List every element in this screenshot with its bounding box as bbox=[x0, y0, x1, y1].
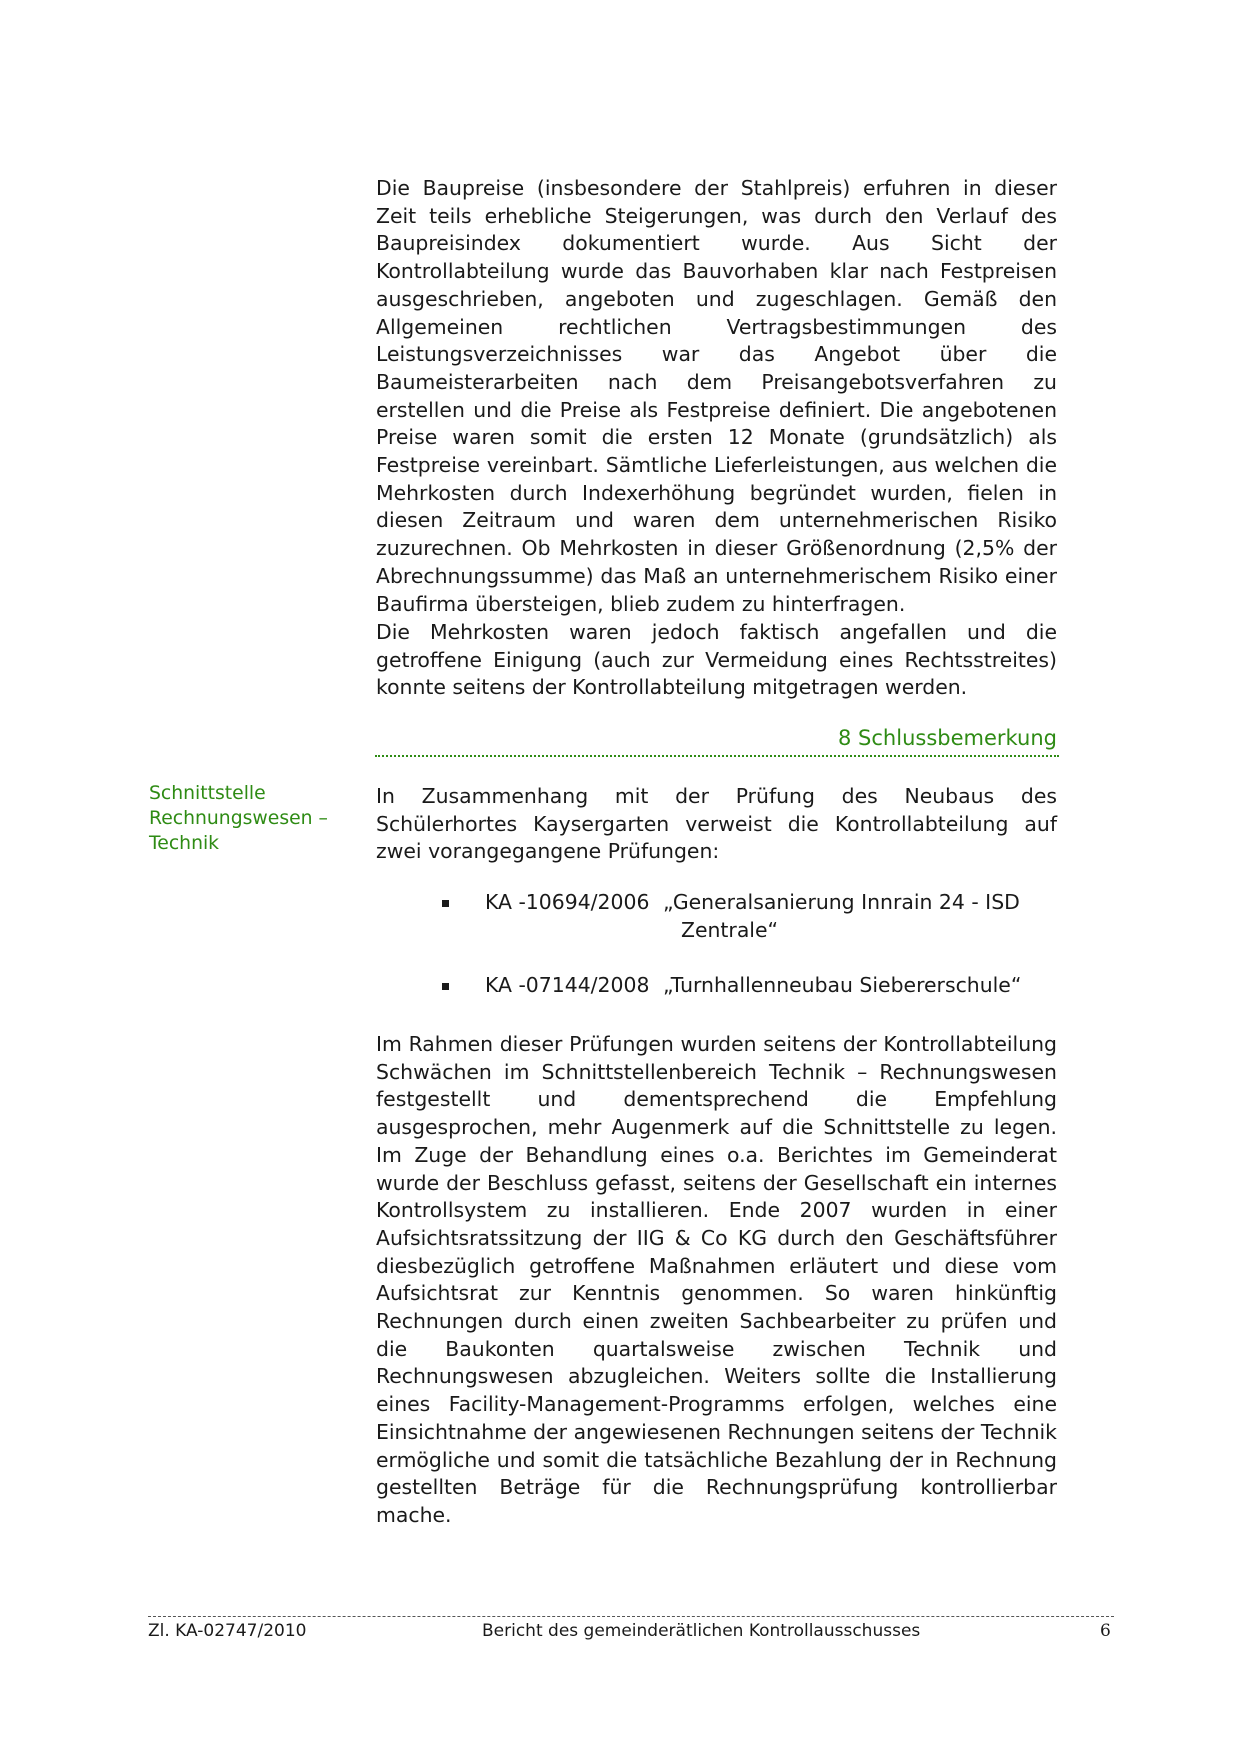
section-heading: 8 Schlussbemerkung bbox=[838, 726, 1057, 750]
bullet-title-line: Zentrale“ bbox=[681, 917, 779, 942]
page-number: 6 bbox=[1100, 1621, 1111, 1641]
footer-divider bbox=[148, 1616, 1114, 1617]
paragraph-zusammenhang: In Zusammenhang mit der Prüfung des Neubaus des Schülerhortes Kaysergarten verweist die Kontrollabteilung auf zwei vorangegangene Prüfungen: bbox=[376, 784, 1057, 864]
bullet-list bbox=[376, 889, 1057, 1027]
bullet-title bbox=[663, 889, 1023, 944]
bullet-title bbox=[663, 972, 1023, 1000]
bullet-square-icon bbox=[442, 983, 449, 990]
list-item bbox=[376, 889, 1057, 944]
bullet-ref: KA -10694/2006 bbox=[485, 890, 650, 914]
paragraph-baupreise: Die Baupreise (insbesondere der Stahlpreis) erfuhren in dieser Zeit teils erhebliche Steigerungen, was durch den Verlauf des Baupreisindex dokumentiert wurde. Aus Sicht der Kontrollabteilung wurde das Bauvorhaben klar nach Festpreisen ausgeschrieben, angeboten und zugeschlagen. Gemäß den Allgemeinen rechtlichen Vertragsbestimmungen des Leistungsverzeichnisses war das Angebot über die Baumeisterarbeiten nach dem Preisangebotsverfahren zu erstellen und die Preise als Festpreise definiert. Die angebotenen Preise waren somit die ersten 12 Monate (grundsätzlich) als Festpreise vereinbart. Sämtliche Lieferleistungen, aus welchen die Mehrkosten durch Indexerhöhung begründet wurden, fielen in diesen Zeitraum und waren dem unternehmerischen Risiko zuzurechnen. Ob Mehrkosten in dieser Größenordnung (2,5% der Abrechnungssumme) das Maß an unternehmerischem Risiko einer Baufirma übersteigen, blieb zudem zu hinterfragen. bbox=[376, 176, 1057, 616]
bullet-ref: KA -07144/2008 bbox=[485, 973, 650, 997]
footer-title: Bericht des gemeinderätlichen Kontrollausschusses bbox=[482, 1621, 921, 1641]
paragraph-mehrkosten: Die Mehrkosten waren jedoch faktisch angefallen und die getroffene Einigung (auch zur Vermeidung eines Rechtsstreites) konnte seitens der Kontrollabteilung mitgetragen werden. bbox=[376, 620, 1057, 700]
paragraph-rahmen: Im Rahmen dieser Prüfungen wurden seitens der Kontrollabteilung Schwächen im Schnittstellenbereich Technik – Rechnungswesen festgestellt und dementsprechend die Empfehlung ausgesprochen, mehr Augenmerk auf die Schnittstelle zu legen. Im Zuge der Behandlung eines o.a. Berichtes im Gemeinderat wurde der Beschluss gefasst, seitens der Gesellschaft ein internes Kontrollsystem zu installieren. Ende 2007 wurden in einer Aufsichtsratssitzung der IIG & Co KG durch den Geschäftsführer diesbezüglich getroffene Maßnahmen erläutert und diese vom Aufsichtsrat zur Kenntnis genommen. So waren hinkünftig Rechnungen durch einen zweiten Sachbearbeiter zu prüfen und die Baukonten quartalsweise zwischen Technik und Rechnungswesen abzugleichen. Weiters sollte die Installierung eines Facility-Management-Programms erfolgen, welches eine Einsichtnahme der angewiesenen Rechnungen seitens der Technik ermögliche und somit die tatsächliche Bezahlung der in Rechnung gestellten Beträge für die Rechnungsprüfung kontrollierbar mache. bbox=[376, 1032, 1057, 1527]
footer-reference: Zl. KA-02747/2010 bbox=[148, 1621, 307, 1641]
list-item bbox=[376, 972, 1057, 1027]
margin-note: Schnittstelle Rechnungswesen – Technik bbox=[149, 783, 328, 854]
bullet-title-line: „Generalsanierung Innrain 24 - ISD bbox=[663, 890, 1020, 914]
bullet-title-line: „Turnhallenneubau Siebererschule“ bbox=[663, 973, 1022, 997]
heading-divider bbox=[375, 755, 1059, 757]
bullet-square-icon bbox=[442, 900, 449, 907]
